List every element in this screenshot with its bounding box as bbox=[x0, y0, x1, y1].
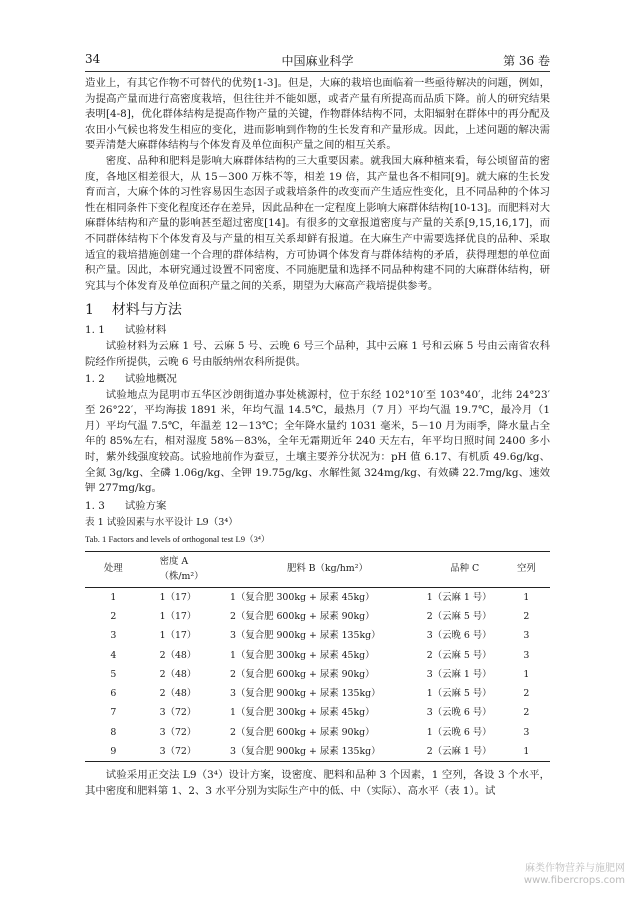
cell-density: 3（72） bbox=[159, 746, 197, 758]
cell-fertilizer: 2（复合肥 600kg + 尿素 90kg） bbox=[230, 726, 375, 738]
closing-paragraph: 试验采用正交法 L9（3⁴）设计方案，设密度、肥料和品种 3 个因素，1 空列，各设 3 个水平，其中密度和肥料第 1、2、3 水平分别为实际生产中的低、中（实际）、高水平（表 1）。试 bbox=[85, 769, 550, 798]
cell-density: 1（17） bbox=[159, 630, 197, 642]
cell-variety: 1（云晚 6 号） bbox=[426, 726, 492, 738]
cell-treatment: 4 bbox=[110, 649, 117, 661]
table-header-row bbox=[85, 551, 550, 587]
cell-fertilizer: 3（复合肥 900kg + 尿素 135kg） bbox=[230, 688, 381, 700]
cell-empty-column: 1 bbox=[523, 668, 530, 680]
section-number: 1 bbox=[85, 302, 94, 319]
cell-density: 1（17） bbox=[159, 610, 197, 622]
cell-empty-column: 3 bbox=[523, 649, 530, 661]
cell-empty-column: 2 bbox=[523, 688, 530, 700]
site-paragraph: 试验地点为昆明市五华区沙朗街道办事处桃源村，位于东经 102°10′至 103°40′，北纬 24°23′至 26°22′，平均海拔 1891 米，年均气温 14.5℃，最热月（7 月）平均气温 19.7℃，最冷月（1 月）平均气温 7.5℃，年温差 12－13℃；全年降水量约 1031 毫米，5－10 月为雨季，降水量占全年的 85%左右，相对湿度 58%－83%，全年无霜期近年 240 天左右，年平均日照时间 2400 多小时，紫外线强度较高。试验地前作为蚕豆，土壤主要养分状况为：pH 值 6.17、有机质 49.6g/kg、全氮 3g/kg、全磷 1.06g/kg、全钾 19.75g/kg、水解性氮 324mg/kg、有效磷 22.7mg/kg、速效钾 277mg/kg。 bbox=[85, 388, 550, 495]
cell-variety: 2（云麻 5 号） bbox=[426, 649, 492, 661]
cell-treatment: 3 bbox=[110, 630, 117, 642]
cell-empty-column: 1 bbox=[523, 746, 530, 758]
cell-density: 3（72） bbox=[159, 707, 197, 719]
section-title: 材料与方法 bbox=[111, 302, 182, 319]
cell-treatment: 1 bbox=[110, 591, 117, 603]
cell-empty-column: 2 bbox=[523, 707, 530, 719]
cell-fertilizer: 1（复合肥 300kg + 尿素 45kg） bbox=[230, 649, 375, 661]
table-row bbox=[85, 646, 550, 665]
subsection-heading-1-2 bbox=[85, 372, 550, 388]
cell-treatment: 5 bbox=[110, 668, 117, 680]
intro-paragraph-1: 造业上，有其它作物不可替代的优势[1-3]。但是，大麻的栽培也面临着一些亟待解决的问题，例如，为提高产量而进行高密度栽培，但往往并不能如愿，或者产量有所提高而品质下降。前人的研究结果表明[4-8]，优化群体结构是提高作物产量的关键，作物群体结构不同，太阳辐射在群体中的再分配及农田小气候也将发生相应的变化，进而影响到作物的生长发育和产量形成。因此，上述问题的解决需要弄清楚大麻群体结构与个体发育及单位面积产量之间的相互关系。 bbox=[85, 77, 550, 152]
cell-fertilizer: 2（复合肥 600kg + 尿素 90kg） bbox=[230, 610, 375, 622]
table-row bbox=[85, 607, 550, 626]
header-empty-column: 空列 bbox=[516, 563, 536, 575]
materials-paragraph: 试验材料为云麻 1 号、云麻 5 号、云晚 6 号三个品种，其中云麻 1 号和云麻 5 号由云南省农科院经作所提供，云晚 6 号由版纳州农科所提供。 bbox=[85, 339, 550, 368]
subsection-heading-1-3 bbox=[85, 499, 550, 515]
article-body bbox=[85, 76, 550, 800]
table-caption-en: Tab. 1 Factors and levels of orthogonal test L9（3⁴） bbox=[85, 534, 270, 545]
cell-variety: 1（云麻 1 号） bbox=[426, 591, 492, 603]
header-variety: 品种 C bbox=[450, 563, 480, 575]
table-row bbox=[85, 723, 550, 742]
subsection-heading-1-1 bbox=[85, 323, 550, 339]
subsection-title: 试验材料 bbox=[124, 324, 167, 337]
cell-variety: 3（云晚 6 号） bbox=[426, 707, 492, 719]
subsection-number: 1. 2 bbox=[85, 373, 105, 386]
cell-empty-column: 2 bbox=[523, 610, 530, 622]
section-heading-1 bbox=[85, 300, 550, 320]
volume-label: 第 36 卷 bbox=[503, 54, 550, 68]
table-row bbox=[85, 626, 550, 645]
subsection-title: 试验方案 bbox=[124, 499, 167, 512]
cell-treatment: 9 bbox=[110, 746, 117, 758]
cell-variety: 3（云晚 6 号） bbox=[426, 630, 492, 642]
cell-treatment: 7 bbox=[110, 707, 117, 719]
table-row bbox=[85, 742, 550, 762]
cell-treatment: 6 bbox=[110, 688, 117, 700]
cell-variety: 2（云麻 1 号） bbox=[426, 746, 492, 758]
watermark-url: www.fibercrops.com bbox=[523, 875, 625, 886]
cell-fertilizer: 3（复合肥 900kg + 尿素 135kg） bbox=[230, 746, 381, 758]
cell-variety: 3（云麻 1 号） bbox=[426, 668, 492, 680]
cell-treatment: 8 bbox=[110, 726, 117, 738]
header-density: 密度 A（株/m²） bbox=[159, 555, 204, 583]
cell-variety: 1（云麻 5 号） bbox=[426, 688, 492, 700]
table-row bbox=[85, 704, 550, 723]
cell-density: 2（48） bbox=[159, 649, 197, 661]
orthogonal-design-table bbox=[85, 551, 550, 763]
cell-density: 1（17） bbox=[159, 591, 197, 603]
cell-density: 2（48） bbox=[159, 688, 197, 700]
cell-fertilizer: 1（复合肥 300kg + 尿素 45kg） bbox=[230, 591, 375, 603]
running-header bbox=[85, 52, 550, 72]
table-row bbox=[85, 684, 550, 703]
cell-density: 3（72） bbox=[159, 726, 197, 738]
cell-variety: 2（云麻 5 号） bbox=[426, 610, 492, 622]
journal-title: 中国麻业科学 bbox=[281, 54, 354, 68]
table-row bbox=[85, 587, 550, 607]
header-treatment: 处理 bbox=[103, 563, 123, 575]
cell-empty-column: 3 bbox=[523, 726, 530, 738]
cell-density: 2（48） bbox=[159, 668, 197, 680]
cell-empty-column: 1 bbox=[523, 591, 530, 603]
header-fertilizer: 肥料 B（kg/hm²） bbox=[286, 563, 368, 575]
watermark-site-name: 麻类作物营养与施肥网 bbox=[525, 863, 625, 874]
watermark bbox=[524, 863, 625, 887]
intro-paragraph-2: 密度、品种和肥料是影响大麻群体结构的三大重要因素。就我国大麻种植来看，每公顷留苗的密度，各地区相差很大，从 15－300 万株不等，相差 19 倍，其产量也各不相同[9]。就大麻的生长发育而言，大麻个体的习性容易因生态因子或栽培条件的改变而产生适应性变化，且不同品种的个体习性在相同条件下变化程度还存在差异，因此品种在一定程度上影响大麻群体结构[10-13]。而肥料对大麻群体结构和产量的影响甚至超过密度[14]。有很多的文章报道密度与产量的关系[9,15,16,17]，而不同群体结构下个体发育及与产量的相互关系却鲜有报道。在大麻生产中需要选择优良的品种、采取适宜的栽培措施创建一个合理的群体结构，方可协调个体发育与群体结构的矛盾，获得理想的单位面积产量。因此，本研究通过设置不同密度、不同施肥量和选择不同品种构建不同的大麻群体结构，研究其与个体发育及单位面积产量之间的关系，期望为大麻高产栽培提供参考。 bbox=[85, 154, 550, 292]
cell-fertilizer: 1（复合肥 300kg + 尿素 45kg） bbox=[230, 707, 375, 719]
header-rule bbox=[85, 71, 550, 72]
subsection-title: 试验地概况 bbox=[124, 373, 177, 386]
table-caption-cn: 表 1 试验因素与水平设计 L9（3⁴） bbox=[85, 517, 238, 529]
cell-fertilizer: 3（复合肥 900kg + 尿素 135kg） bbox=[230, 630, 381, 642]
table-row bbox=[85, 665, 550, 684]
cell-fertilizer: 2（复合肥 600kg + 尿素 90kg） bbox=[230, 668, 375, 680]
subsection-number: 1. 3 bbox=[85, 499, 105, 512]
cell-treatment: 2 bbox=[110, 610, 117, 622]
page-number: 34 bbox=[85, 52, 101, 66]
cell-empty-column: 3 bbox=[523, 630, 530, 642]
subsection-number: 1. 1 bbox=[85, 324, 105, 337]
